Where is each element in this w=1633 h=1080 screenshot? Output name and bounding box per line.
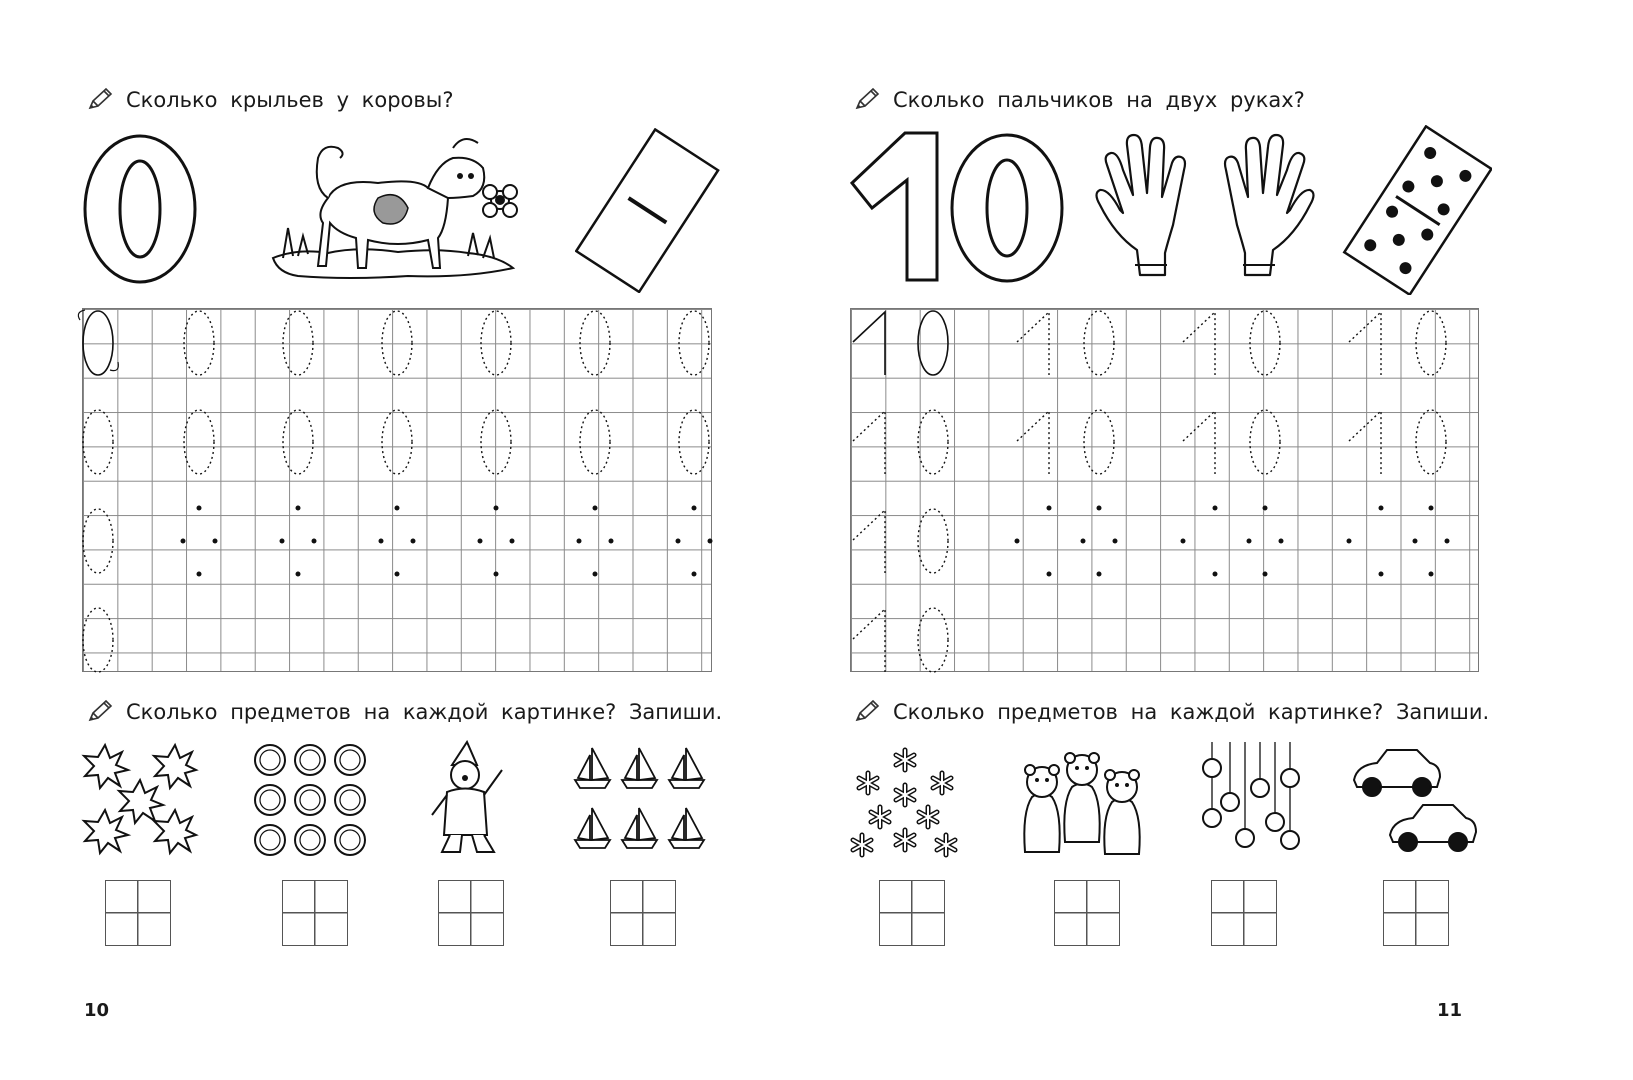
instruction-top-left xyxy=(86,80,453,120)
pencil-icon xyxy=(86,86,114,114)
page-number: 10 xyxy=(84,1000,110,1021)
answer-box[interactable] xyxy=(1383,880,1449,946)
buttons-icon xyxy=(250,740,370,860)
tracing-guides-left xyxy=(70,300,730,680)
big-digit-ten xyxy=(847,128,1072,288)
instruction-bottom-right xyxy=(853,692,1489,732)
tracing-guides-right xyxy=(837,300,1497,680)
pencil-icon xyxy=(86,698,114,726)
instruction-text: Сколько предметов на каждой картинке? Запиши. xyxy=(893,700,1490,724)
answer-box[interactable] xyxy=(105,880,171,946)
cars-icon xyxy=(1352,745,1482,860)
page-right xyxy=(817,0,1633,1080)
answer-box[interactable] xyxy=(1054,880,1120,946)
instruction-bottom-left xyxy=(86,692,722,732)
instruction-text: Сколько предметов на каждой картинке? Запиши. xyxy=(126,700,723,724)
pencil-icon xyxy=(853,698,881,726)
cow-illustration xyxy=(268,128,528,288)
page-left xyxy=(0,0,816,1080)
answer-box[interactable] xyxy=(282,880,348,946)
page-number: 11 xyxy=(1437,1000,1463,1021)
answer-box[interactable] xyxy=(438,880,504,946)
answer-box[interactable] xyxy=(610,880,676,946)
answer-box[interactable] xyxy=(879,880,945,946)
domino-blank xyxy=(575,128,720,293)
hands-illustration xyxy=(1085,125,1325,285)
stars-icon xyxy=(80,740,200,860)
answer-box[interactable] xyxy=(1211,880,1277,946)
instruction-text: Сколько пальчиков на двух руках? xyxy=(893,88,1305,112)
instruction-text: Сколько крыльев у коровы? xyxy=(126,88,454,112)
bears-icon xyxy=(1017,742,1147,862)
domino-ten xyxy=(1342,125,1492,295)
instruction-top-right xyxy=(853,80,1305,120)
ornaments-icon xyxy=(1200,740,1310,860)
boats-icon xyxy=(570,740,715,860)
big-digit-zero xyxy=(80,132,200,287)
snowflakes-icon xyxy=(850,745,960,860)
pencil-icon xyxy=(853,86,881,114)
clown-icon xyxy=(422,740,522,860)
